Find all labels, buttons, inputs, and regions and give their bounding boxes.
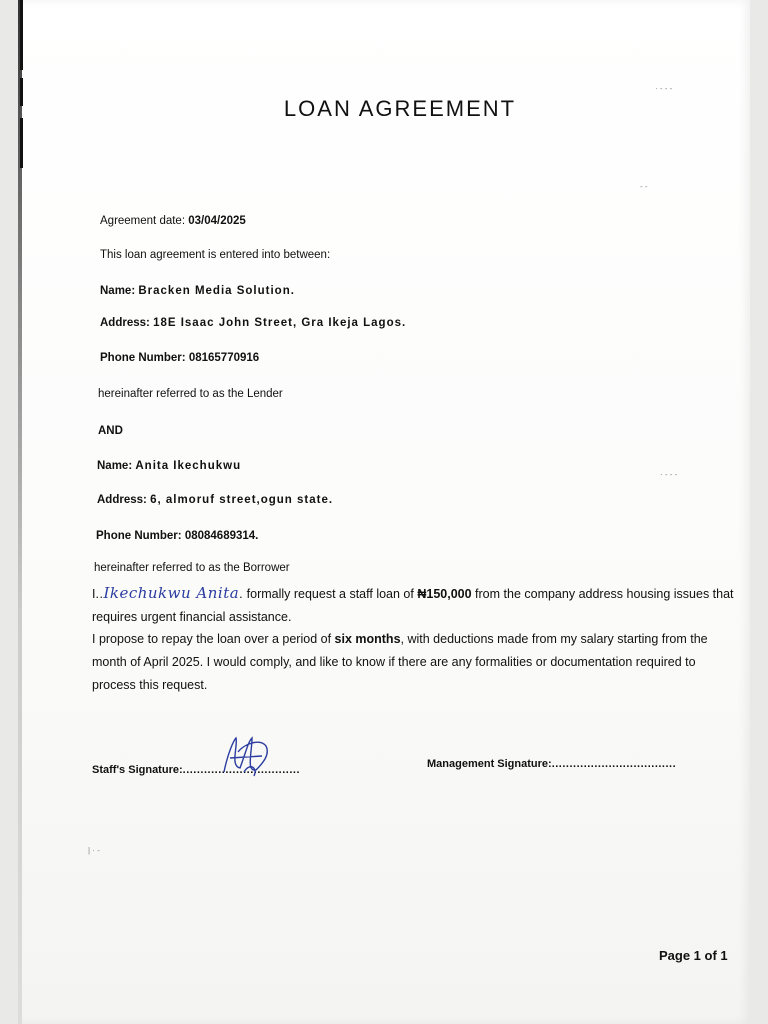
scan-speck: · - - -	[660, 470, 678, 479]
borrower-referred-text: hereinafter referred to as the Borrower	[94, 562, 290, 574]
staff-signature-line: .................................	[182, 764, 300, 776]
scan-edge-mark	[20, 0, 23, 70]
lender-name-row	[100, 285, 295, 297]
agreement-date-row	[100, 215, 246, 227]
scan-speck: | · -	[88, 846, 100, 855]
borrower-address-label: Address:	[97, 494, 147, 506]
repayment-paragraph	[92, 628, 737, 697]
lender-referred-text: hereinafter referred to as the Lender	[98, 388, 283, 400]
borrower-phone-row	[96, 530, 258, 542]
borrower-name-value: Anita Ikechukwu	[135, 460, 242, 472]
page-title: LOAN AGREEMENT	[283, 96, 517, 121]
lender-phone-label: Phone Number:	[100, 352, 186, 364]
repay-text-start: I propose to repay the loan over a period of	[92, 632, 332, 646]
staff-signature-label: Staff's Signature:	[92, 764, 183, 776]
scan-edge-mark	[20, 118, 23, 168]
lender-address-value: 18E Isaac John Street, Gra Ikeja Lagos.	[153, 317, 407, 329]
lender-name-label: Name:	[100, 285, 136, 297]
borrower-name-label: Name:	[97, 460, 133, 472]
scan-speck: · - - -	[655, 84, 673, 93]
lender-address-row	[100, 317, 406, 329]
agreement-date-label: Agreement date:	[100, 215, 186, 227]
management-signature-row	[427, 758, 676, 770]
scan-speck: - -	[640, 182, 648, 191]
handwritten-borrower-name: Ikechukwu Anita	[103, 584, 240, 602]
request-prefix: I	[92, 587, 96, 601]
management-signature-line: ...................................	[551, 758, 677, 770]
borrower-phone-value: 08084689314.	[184, 530, 259, 542]
borrower-name-row	[97, 460, 241, 472]
loan-amount: ₦150,000	[417, 587, 472, 601]
lender-address-label: Address:	[100, 317, 150, 329]
intro-text: This loan agreement is entered into between:	[100, 249, 331, 261]
borrower-address-row	[97, 494, 333, 506]
lender-name-value: Bracken Media Solution.	[138, 285, 295, 297]
and-separator: AND	[98, 425, 123, 437]
page-number: Page 1 of 1	[659, 948, 728, 963]
request-text-start: formally request a staff loan of	[246, 587, 414, 601]
repay-period: six months	[334, 632, 401, 646]
document-page	[18, 0, 750, 1024]
request-text-end: from the company address housing issues that requires urgent financial assistance.	[92, 587, 734, 624]
lender-phone-value: 08165770916	[188, 352, 260, 364]
management-signature-label: Management Signature:	[427, 758, 552, 770]
agreement-date-value: 03/04/2025	[188, 215, 246, 227]
repay-text-end: , with deductions made from my salary starting from the month of April 2025. I would comply, and like to know if there are any formalities or documentation required to process this request.	[92, 632, 708, 692]
borrower-address-value: 6, almoruf street,ogun state.	[150, 494, 334, 506]
lender-phone-row	[100, 352, 259, 364]
borrower-phone-label: Phone Number:	[96, 530, 182, 542]
loan-request-paragraph: I..Ikechukwu Anita. formally request a staff loan of ₦150,000 from the company address housing issues that requires urgent financial assistance.	[92, 584, 734, 624]
staff-signature-mark	[216, 732, 276, 782]
